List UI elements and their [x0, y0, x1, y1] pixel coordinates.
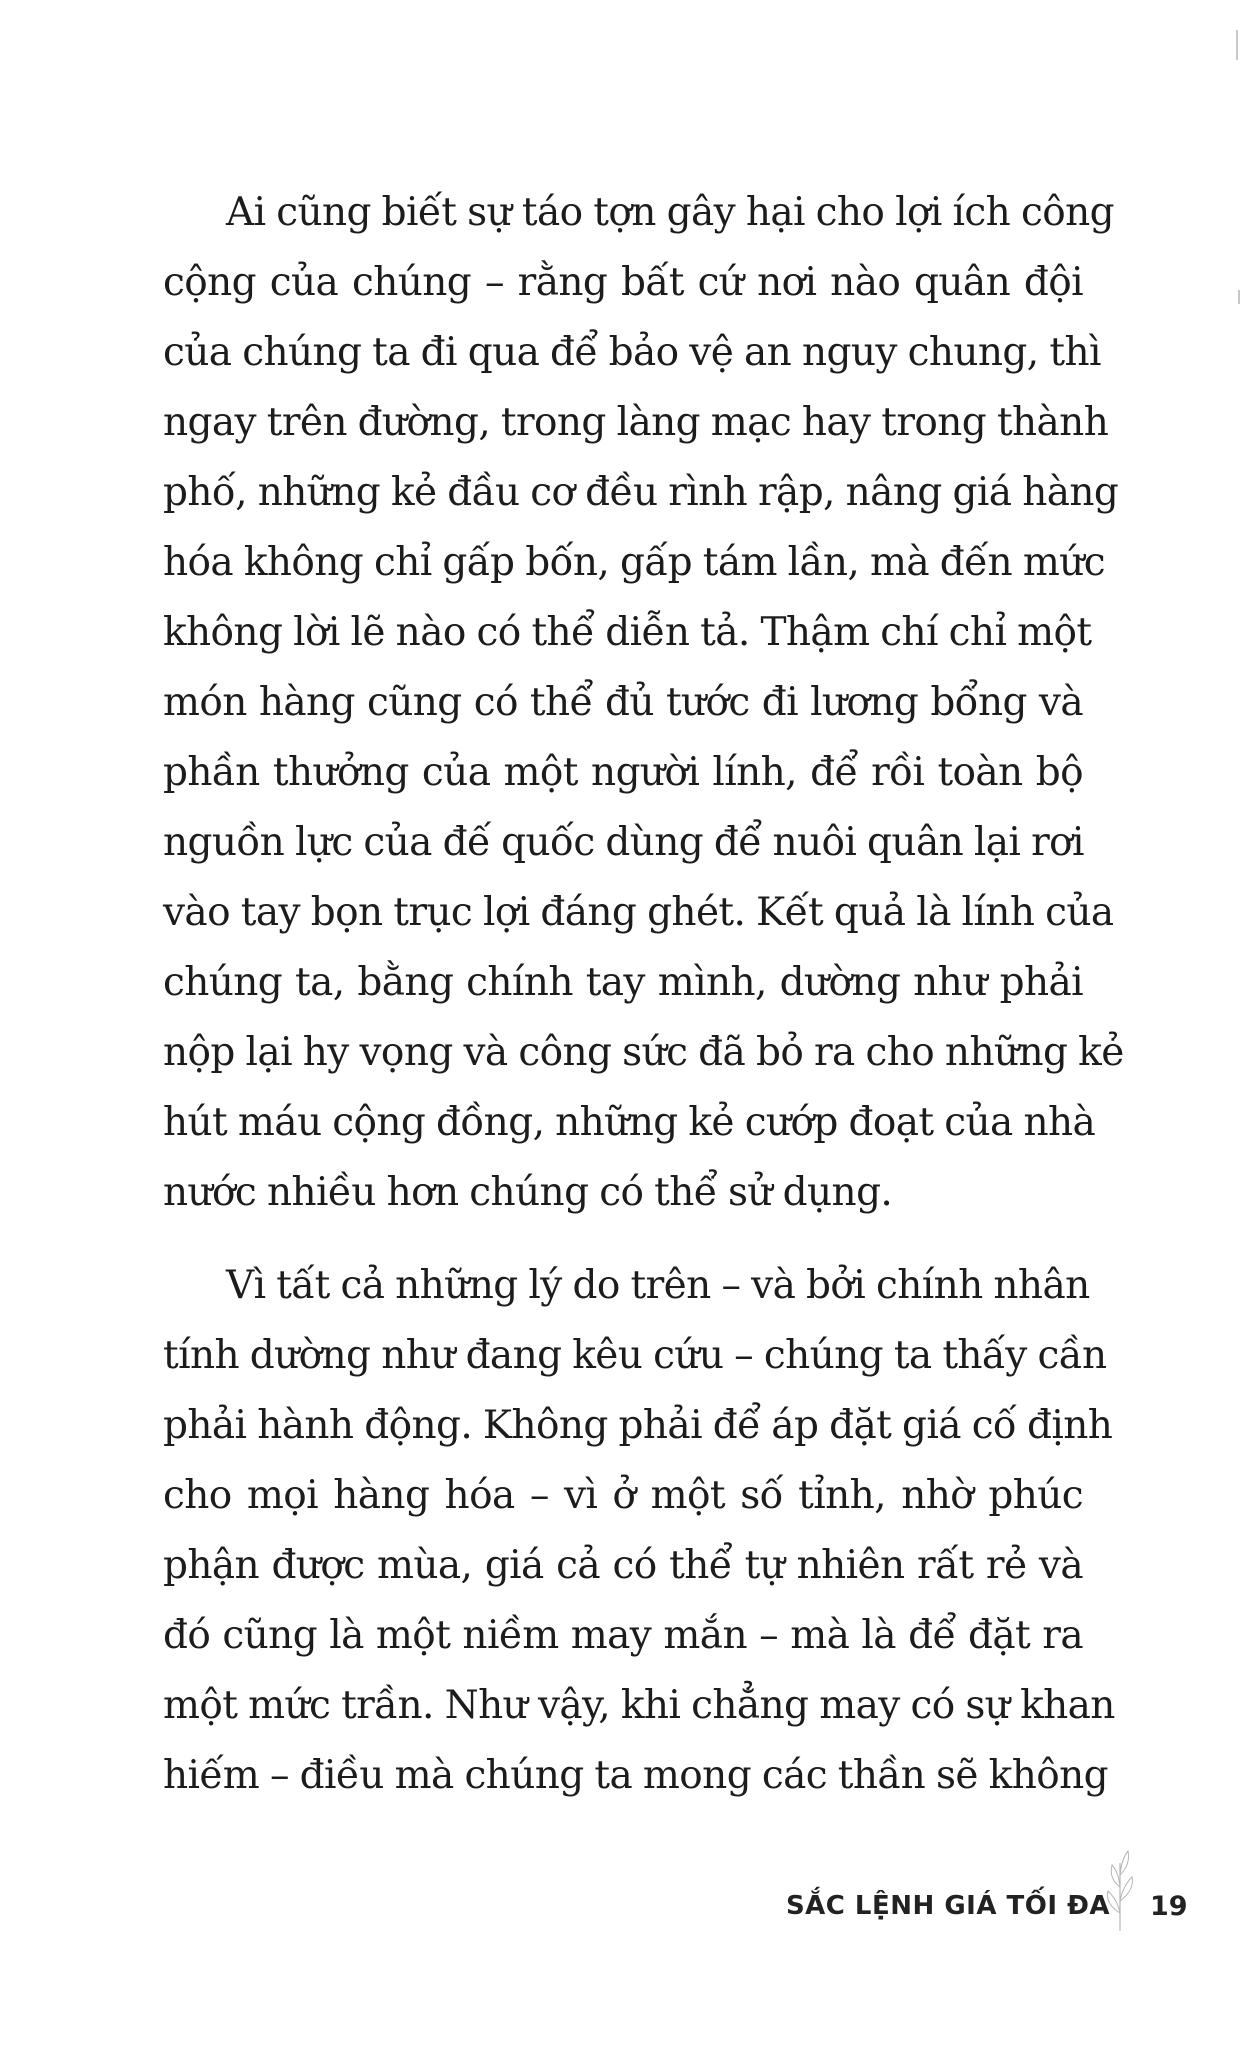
- text-line: nguồn lực của đế quốc dùng để nuôi quân lại rơi: [163, 820, 1084, 865]
- text-line: cho mọi hàng hóa – vì ở một số tỉnh, nhờ phúc: [163, 1473, 1083, 1518]
- scan-edge-mark: [1236, 30, 1238, 60]
- text-line: một mức trần. Như vậy, khi chẳng may có sự khan: [163, 1683, 1115, 1728]
- leaf-sprig-icon: [1098, 1843, 1142, 1933]
- text-line: phần thưởng của một người lính, để rồi toàn bộ: [163, 750, 1083, 795]
- text-line: hút máu cộng đồng, những kẻ cướp đoạt của nhà: [163, 1100, 1096, 1145]
- text-line: không lời lẽ nào có thể diễn tả. Thậm chí chỉ một: [163, 610, 1092, 655]
- text-line: phố, những kẻ đầu cơ đều rình rập, nâng giá hàng: [163, 470, 1119, 515]
- page-footer: [0, 1883, 1247, 1943]
- text-line: Ai cũng biết sự táo tợn gây hại cho lợi ích công: [226, 190, 1114, 235]
- text-line: hóa không chỉ gấp bốn, gấp tám lần, mà đến mức: [163, 540, 1106, 585]
- scan-edge-mark: [1238, 290, 1240, 304]
- paragraph-2: [163, 1251, 1115, 1811]
- text-line: hiếm – điều mà chúng ta mong các thần sẽ không: [163, 1753, 1108, 1798]
- text-line: cộng của chúng – rằng bất cứ nơi nào quân đội: [163, 260, 1083, 305]
- text-line: ngay trên đường, trong làng mạc hay trong thành: [163, 400, 1109, 445]
- text-line: phải hành động. Không phải để áp đặt giá cố định: [163, 1403, 1113, 1448]
- text-line: nước nhiều hơn chúng có thể sử dụng.: [163, 1170, 893, 1215]
- paragraph-1: [163, 178, 1124, 1228]
- text-line: món hàng cũng có thể đủ tước đi lương bổng và: [163, 680, 1083, 725]
- text-line: đó cũng là một niềm may mắn – mà là để đặt ra: [163, 1613, 1083, 1658]
- text-line: tính dường như đang kêu cứu – chúng ta thấy cần: [163, 1333, 1107, 1378]
- body-text: [163, 178, 1124, 1811]
- text-line: nộp lại hy vọng và công sức đã bỏ ra cho những kẻ: [163, 1030, 1124, 1075]
- text-line: Vì tất cả những lý do trên – và bởi chính nhân: [226, 1263, 1090, 1308]
- page-number: 19: [1150, 1891, 1188, 1922]
- text-line: của chúng ta đi qua để bảo vệ an nguy chung, thì: [163, 330, 1101, 375]
- text-line: chúng ta, bằng chính tay mình, dường như phải: [163, 960, 1083, 1005]
- running-title: SẮC LỆNH GIÁ TỐI ĐA: [785, 1891, 1110, 1921]
- text-line: phận được mùa, giá cả có thể tự nhiên rất rẻ và: [163, 1543, 1083, 1588]
- paragraph-spacer: [163, 1228, 1083, 1251]
- text-line: vào tay bọn trục lợi đáng ghét. Kết quả là lính của: [163, 890, 1114, 935]
